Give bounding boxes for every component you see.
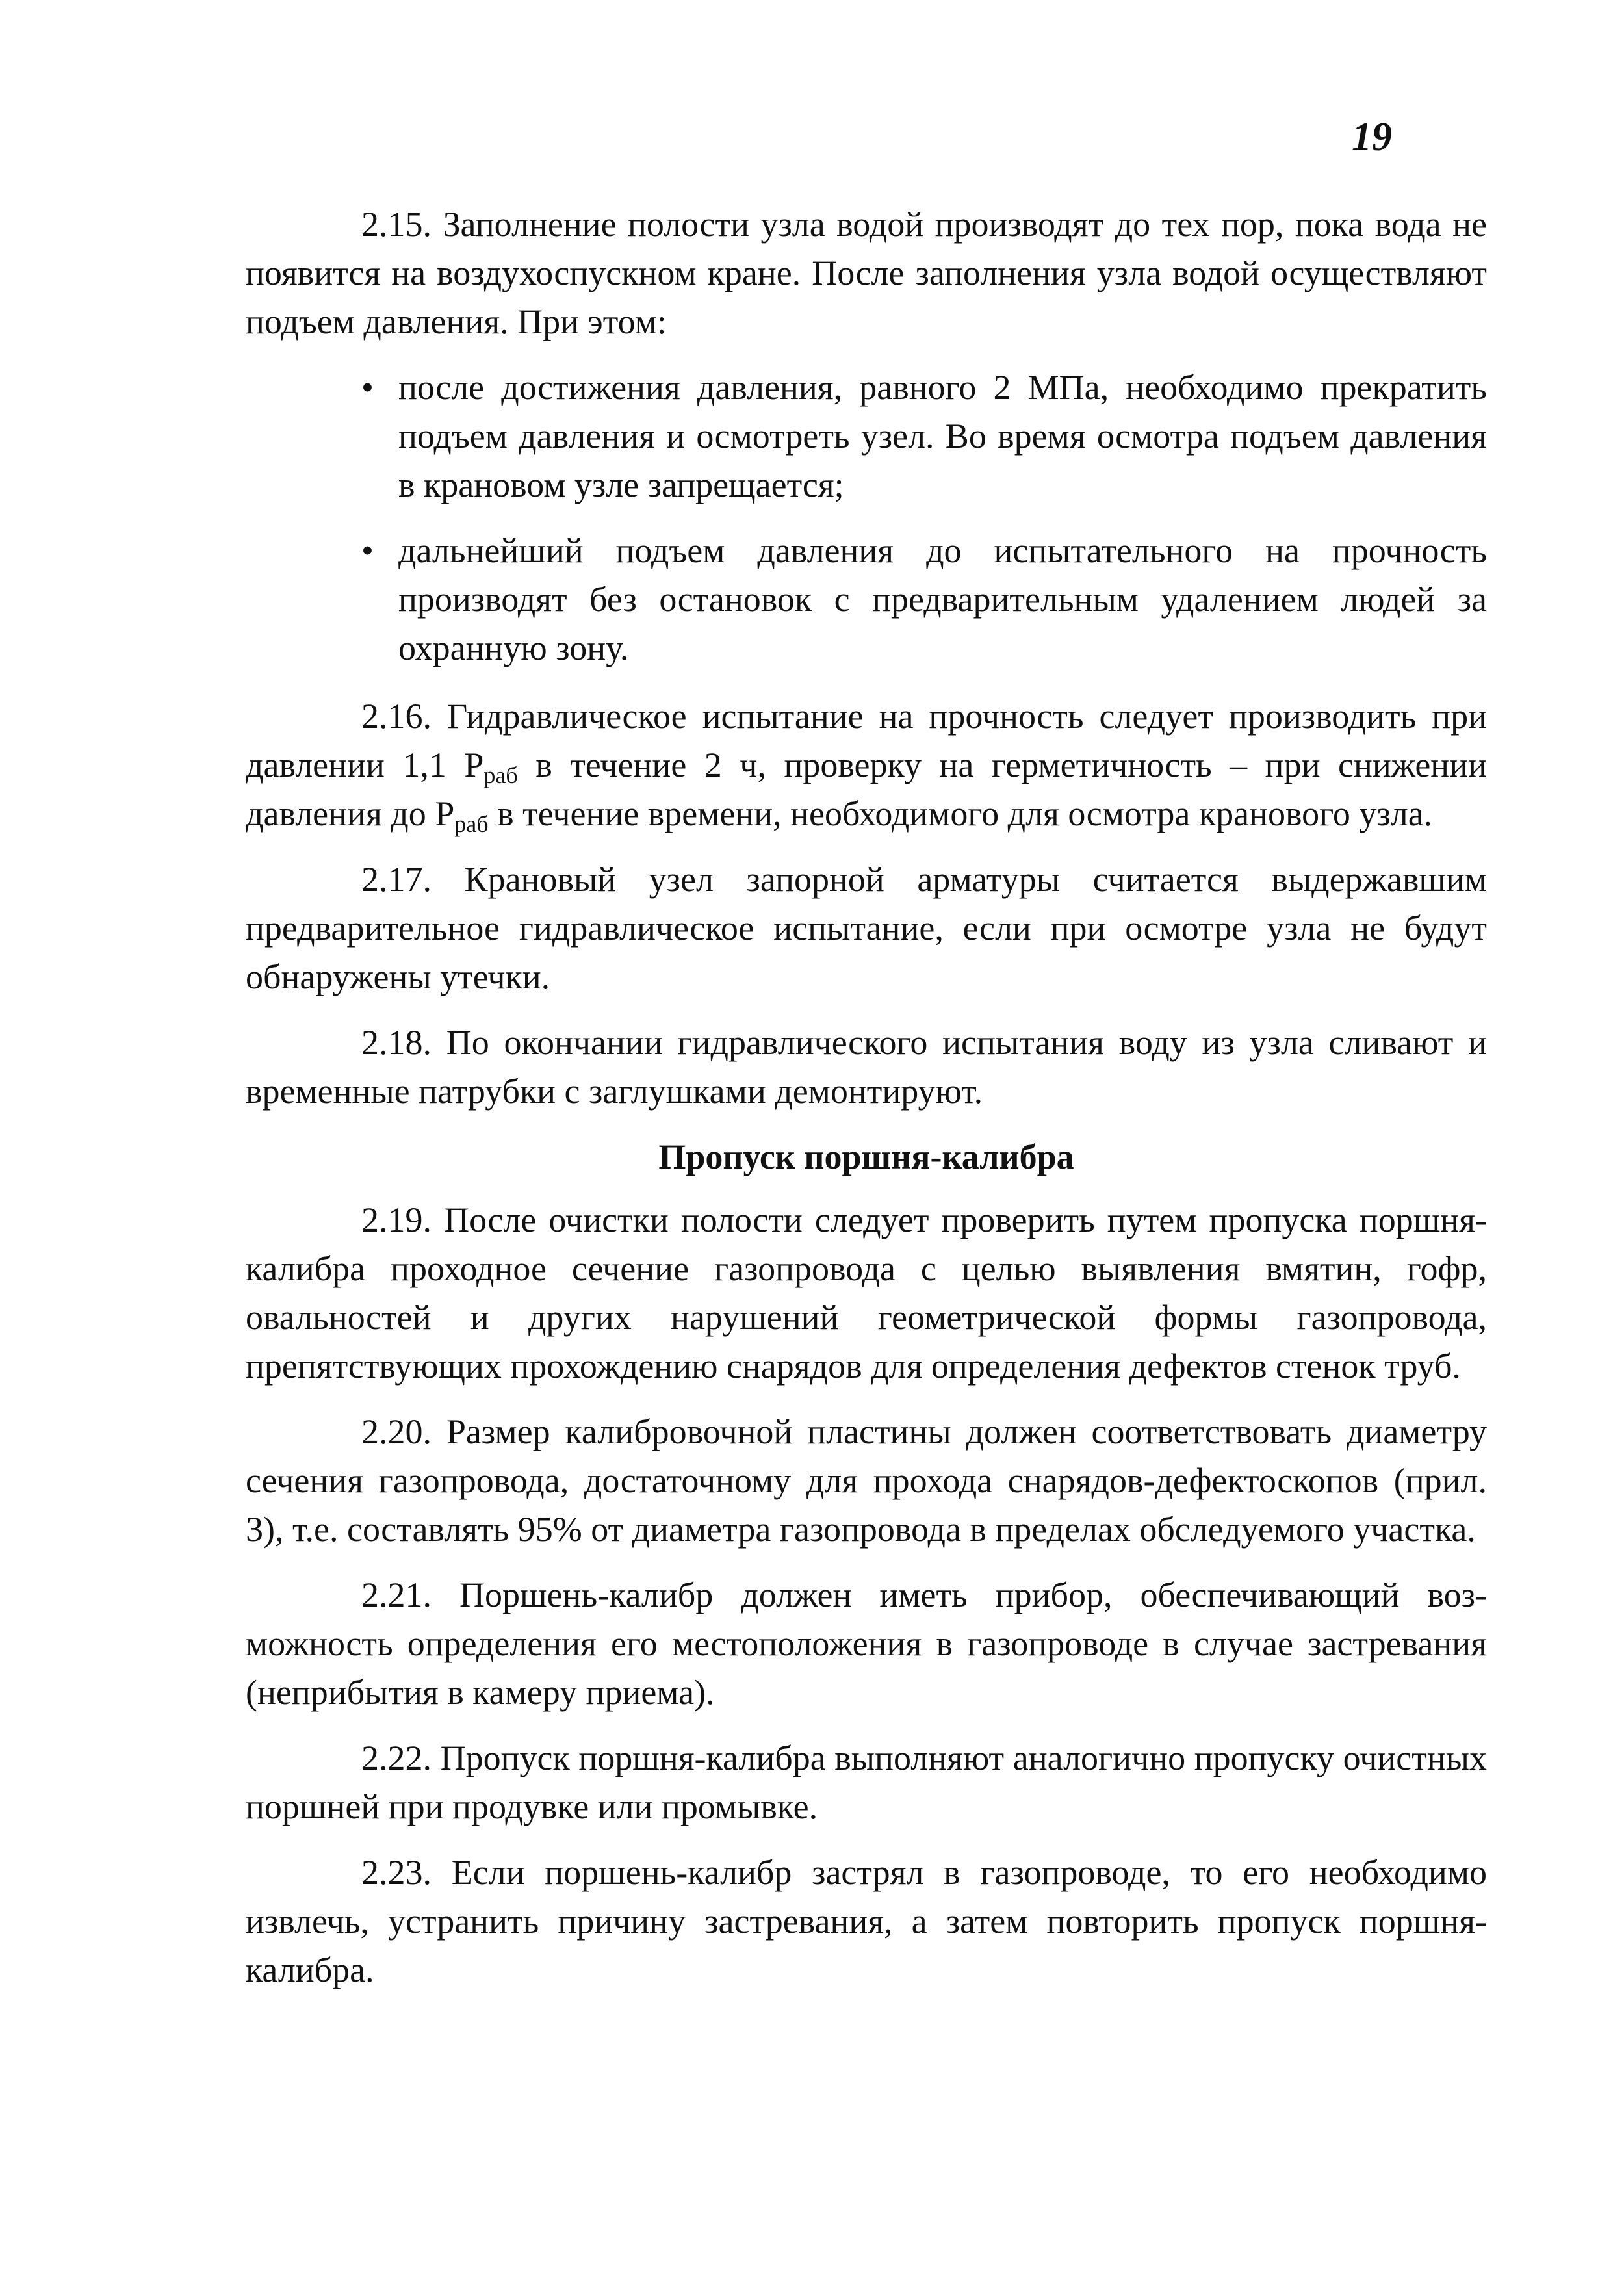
bullet-text: после достижения давления, равного 2 МПа, необходимо прекратить подъем давления и осмотреть узел. Во время осмотра подъем давления в крановом узле запрещается; xyxy=(398,368,1487,504)
paragraph-2-17: 2.17. Крановый узел запорной арматуры считается выдержавшим предварительное гидравлическое испытание, если при осмотре узла не будут обнаружены утечки. xyxy=(246,860,1487,996)
bullet-text: дальнейший подъем давления до испытательного на прочность производят без остановок с предварительным удалением людей за охранную зону. xyxy=(398,531,1487,667)
paragraph-2-16-part-a: 2.16. Гидравлическое испытание на прочность следует производить при давлении 1,1 Р xyxy=(246,697,1487,784)
section-heading: Пропуск поршня-калибра xyxy=(658,1137,1074,1176)
paragraph-2-15: 2.15. Заполнение полости узла водой производят до тех пор, пока вода не появится на воздухоспускном кране. После заполнения узла водой осуществляют подъем давления. При этом: xyxy=(246,205,1487,341)
paragraph-2-16-part-b: в течение 2 ч, проверку на герметичность – при снижении давления до Р xyxy=(246,745,1488,833)
paragraph-2-21: 2.21. Поршень-калибр должен иметь прибор, обеспечивающий возможность определения его местоположения в газопроводе в случае застревания (неприбытия в камеру приема). xyxy=(246,1575,1487,1712)
subscript-rab: раб xyxy=(454,811,489,837)
document-body xyxy=(246,200,1487,2011)
paragraph-2-22: 2.22. Пропуск поршня-калибра выполняют аналогично пропуску очистных поршней при продувке или промывке. xyxy=(246,1738,1487,1826)
bullet-item xyxy=(246,526,1487,673)
bullet-icon: • xyxy=(361,531,374,570)
bullet-icon: • xyxy=(361,368,374,407)
paragraph-2-19: 2.19. После очистки полости следует проверить путем пропуска поршня-калибра проходное сечение газопровода с целью выявления вмятин, гофр, овальностей и других нарушений геометрической формы газопровода, препятствующих прохождению снарядов для определения дефектов стенок труб. xyxy=(246,1200,1487,1386)
bullet-list xyxy=(246,363,1487,673)
page-number: 19 xyxy=(1352,115,1392,159)
paragraph-2-16 xyxy=(246,692,1487,838)
paragraph-2-16-part-c: в течение времени, необходимого для осмотра кранового узла. xyxy=(488,794,1433,833)
paragraph-2-18: 2.18. По окончании гидравлического испытания воду из узла сливают и временные патрубки с заглушками демонтируют. xyxy=(246,1023,1487,1111)
subscript-rab: раб xyxy=(483,762,518,788)
paragraph-2-20: 2.20. Размер калибровочной пластины должен соответствовать диаметру сечения газопровода, достаточному для прохода снарядов-дефектоскопов (прил. 3), т.е. составлять 95% от диаметра газопровода в пределах обследуемого участка. xyxy=(246,1412,1487,1549)
bullet-item xyxy=(246,363,1487,510)
paragraph-2-23: 2.23. Если поршень-калибр застрял в газопроводе, то его необходимо извлечь, устранить причину застревания, а затем повторить пропуск поршня-калибра. xyxy=(246,1853,1487,1989)
